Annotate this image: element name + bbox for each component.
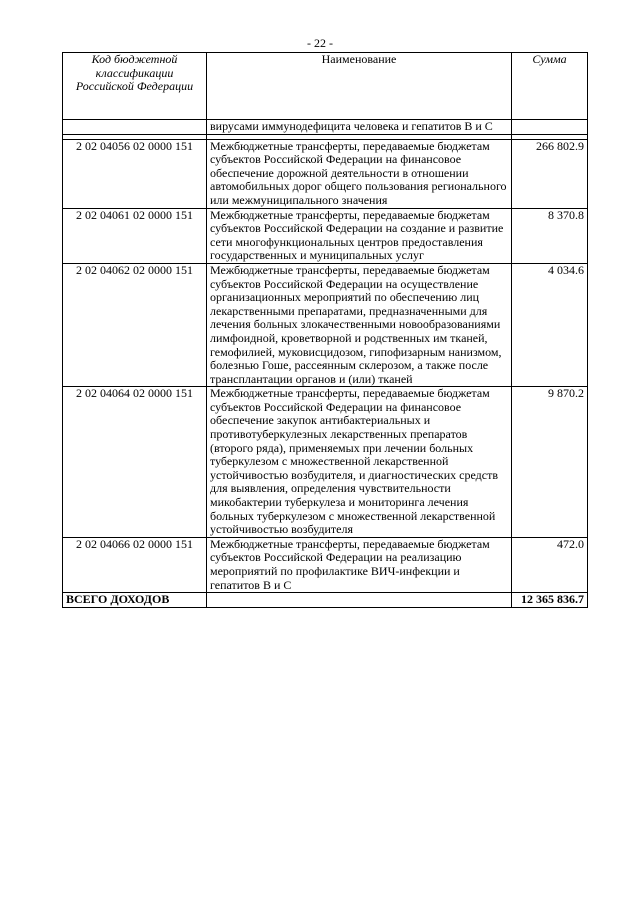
row-amount: 472.0	[512, 537, 588, 592]
row-name: Межбюджетные трансферты, передаваемые бюджетам субъектов Российской Федерации на создание и развитие сети многофункциональных центров предоставления государственных и муниципальных услуг	[207, 208, 512, 263]
table-row	[63, 263, 588, 386]
row-code: 2 02 04066 02 0000 151	[63, 537, 207, 592]
row-code: 2 02 04061 02 0000 151	[63, 208, 207, 263]
row-code: 2 02 04056 02 0000 151	[63, 139, 207, 208]
continuation-amount-cell	[512, 120, 588, 135]
header-code: Код бюджетной классификации Российской Федерации	[63, 53, 207, 120]
row-amount: 9 870.2	[512, 387, 588, 538]
row-amount: 4 034.6	[512, 263, 588, 386]
row-code: 2 02 04064 02 0000 151	[63, 387, 207, 538]
table-row	[63, 139, 588, 208]
continuation-code-cell	[63, 120, 207, 135]
total-amount: 12 365 836.7	[512, 593, 588, 608]
table-row-continuation	[63, 120, 588, 135]
row-amount: 8 370.8	[512, 208, 588, 263]
row-code: 2 02 04062 02 0000 151	[63, 263, 207, 386]
table-row	[63, 387, 588, 538]
table-row	[63, 208, 588, 263]
table-header-row	[63, 53, 588, 120]
budget-revenue-table	[62, 52, 588, 608]
row-name: Межбюджетные трансферты, передаваемые бюджетам субъектов Российской Федерации на финансовое обеспечение дорожной деятельности в отношении автомобильных дорог общего пользования регионального или межмуниципального значения	[207, 139, 512, 208]
total-label: ВСЕГО ДОХОДОВ	[63, 593, 207, 608]
continuation-name-cell: вирусами иммунодефицита человека и гепатитов В и С	[207, 120, 512, 135]
row-name: Межбюджетные трансферты, передаваемые бюджетам субъектов Российской Федерации на осуществление организационных мероприятий по обеспечению лиц лекарственными препаратами, предназначенными для лечения больных злокачественными новообразованиями лимфоидной, кроветворной и родственных им тканей, гемофилией, муковисцидозом, гипофизарным нанизмом, болезнью Гоше, рассеянным склерозом, а также после трансплантации органов и (или) тканей	[207, 263, 512, 386]
row-name: Межбюджетные трансферты, передаваемые бюджетам субъектов Российской Федерации на реализацию мероприятий по профилактике ВИЧ-инфекции и гепатитов В и С	[207, 537, 512, 592]
total-row	[63, 593, 588, 608]
header-name: Наименование	[207, 53, 512, 120]
total-empty-cell	[207, 593, 512, 608]
row-amount: 266 802.9	[512, 139, 588, 208]
table-row	[63, 537, 588, 592]
header-amount: Сумма	[512, 53, 588, 120]
row-name: Межбюджетные трансферты, передаваемые бюджетам субъектов Российской Федерации на финансовое обеспечение закупок антибактериальных и противотуберкулезных лекарственных препаратов (второго ряда), применяемых при лечении больных туберкулезом с множественной лекарственной устойчивостью возбудителя, и диагностических средств для выявления, определения чувствительности микобактерии туберкулеза и мониторинга лечения больных туберкулезом с множественной лекарственной устойчивостью возбудителя	[207, 387, 512, 538]
page-number: - 22 -	[307, 36, 333, 50]
